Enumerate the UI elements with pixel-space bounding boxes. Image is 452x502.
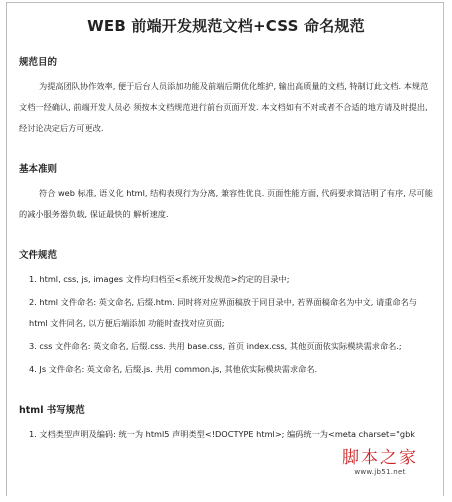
list-item: 2. html 文件命名: 英文命名, 后缀.htm. 同时将对应界面稿放于同目录中, 若界面稿命名为中文, 请重命名与 html 文件同名, 以方便后端添加 功能时查找对应页面;	[29, 297, 417, 328]
section-file-spec	[19, 247, 433, 380]
section-heading: 基本准则	[19, 164, 58, 175]
list-item: 4. Js 文件命名: 英文命名, 后缀.js. 共用 common.js, 其他依实际模块需求命名.	[29, 364, 318, 374]
watermark-logo: 脚本之家	[342, 448, 418, 468]
watermark	[325, 443, 435, 476]
section-paragraph: 为提高团队协作效率, 便于后台人员添加功能及前端后期优化维护, 输出高质量的文档, 特制订此文档. 本规范文档一经确认, 前端开发人员必 须按本文档规范进行前台页面开发. 本文档如有不对或者不合适的地方请及时提出, 经讨论决定后方可更改.	[19, 81, 429, 133]
watermark-url: www.jb51.net	[354, 468, 406, 476]
section-heading: html 书写规范	[19, 405, 85, 416]
section-purpose	[19, 54, 433, 139]
section-paragraph: 符合 web 标准, 语义化 html, 结构表现行为分离, 兼容性优良. 页面性能方面, 代码要求简洁明了有序, 尽可能的减小服务器负载, 保证最快的 解析速度.	[19, 188, 433, 219]
section-principles	[19, 161, 433, 225]
section-heading: 规范目的	[19, 57, 58, 68]
list-item: 3. css 文件命名: 英文命名, 后缀.css. 共用 base.css, 首页 index.css, 其他页面依实际模块需求命名.;	[29, 341, 402, 351]
page-title: WEB 前端开发规范文档+CSS 命名规范	[87, 17, 365, 35]
list-item: 1. html, css, js, images 文件均归档至<系统开发规范>约定的目录中;	[29, 274, 290, 284]
document-page	[6, 2, 444, 496]
list-item: 1. 文档类型声明及编码: 统一为 html5 声明类型<!DOCTYPE html>; 编码统一为<meta charset="gbk	[29, 429, 416, 439]
section-html-spec	[19, 402, 433, 445]
section-heading: 文件规范	[19, 250, 58, 261]
